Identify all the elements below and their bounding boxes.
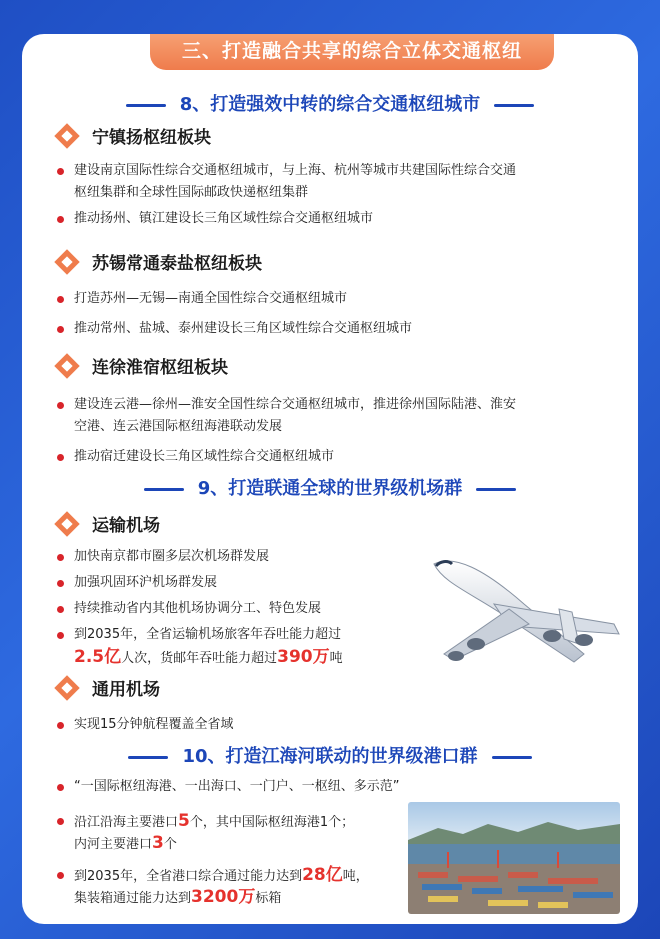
- bullet-icon: [57, 606, 64, 613]
- diamond-icon: [56, 677, 78, 699]
- airplane-image: [414, 544, 624, 684]
- list-item: 到2035年，全省港口综合通过能力达到28亿吨，: [74, 864, 369, 888]
- subheading-suxichang: 苏锡常通泰盐枢纽板块: [56, 248, 262, 276]
- bullet-icon: [57, 554, 64, 561]
- subheading-ningzhenyang: 宁镇扬枢纽板块: [56, 122, 211, 150]
- bullet-icon: [57, 168, 64, 175]
- list-item: 持续推动省内其他机场协调分工、特色发展: [74, 598, 321, 620]
- list-item-continuation: 2.5亿人次，货邮年吞吐能力超过390万吨: [74, 647, 343, 667]
- diamond-icon: [56, 125, 78, 147]
- list-item: 加强巩固环沪机场群发展: [74, 572, 217, 594]
- list-item-continuation: 空港、连云港国际枢纽海港联动发展: [74, 419, 283, 434]
- highlight-value: 2.5亿: [74, 647, 122, 667]
- section-9-heading: 9、打造联通全球的世界级机场群: [22, 476, 638, 502]
- bullet-icon: [57, 296, 64, 303]
- heading-line-right: [494, 104, 534, 107]
- section-banner: 三、打造融合共享的综合立体交通枢纽: [150, 34, 554, 70]
- diamond-icon: [56, 513, 78, 535]
- subheading-lianxu: 连徐淮宿枢纽板块: [56, 352, 228, 380]
- list-item: 建设南京国际性综合交通枢纽城市，与上海、杭州等城市共建国际性综合交通: [74, 160, 516, 182]
- bullet-icon: [57, 402, 64, 409]
- list-item: 沿江沿海主要港口5个，其中国际枢纽海港1个；: [74, 810, 354, 834]
- heading-line-right: [492, 756, 532, 759]
- list-item: 推动宿迁建设长三角区域性综合交通枢纽城市: [74, 446, 334, 468]
- bullet-icon: [57, 872, 64, 879]
- list-item-continuation: 集装箱通过能力达到3200万标箱: [74, 887, 282, 907]
- content-card: [22, 34, 638, 924]
- section-10-heading: 10、打造江海河联动的世界级港口群: [22, 744, 638, 770]
- list-item: 加快南京都市圈多层次机场群发展: [74, 546, 269, 568]
- bullet-icon: [57, 632, 64, 639]
- list-item: 到2035年，全省运输机场旅客年吞吐能力超过: [74, 624, 341, 646]
- section-8-heading: 8、打造强效中转的综合交通枢纽城市: [22, 92, 638, 118]
- highlight-value: 5: [178, 811, 190, 831]
- heading-line-right: [476, 488, 516, 491]
- list-item: 推动扬州、镇江建设长三角区域性综合交通枢纽城市: [74, 208, 373, 230]
- highlight-value: 3200万: [191, 887, 256, 907]
- bullet-icon: [57, 818, 64, 825]
- bullet-icon: [57, 454, 64, 461]
- heading-line-left: [126, 104, 166, 107]
- diamond-icon: [56, 355, 78, 377]
- list-item: 打造苏州—无锡—南通全国性综合交通枢纽城市: [74, 288, 347, 310]
- highlight-value: 28亿: [302, 865, 343, 885]
- heading-line-left: [144, 488, 184, 491]
- subheading-general-airport: 通用机场: [56, 674, 160, 702]
- port-photo: [408, 802, 620, 914]
- bullet-icon: [57, 722, 64, 729]
- list-item: 实现15分钟航程覆盖全省域: [74, 714, 234, 736]
- list-item-continuation: 枢纽集群和全球性国际邮政快递枢纽集群: [74, 185, 309, 200]
- bullet-icon: [57, 784, 64, 791]
- bullet-icon: [57, 216, 64, 223]
- list-item: 推动常州、盐城、泰州建设长三角区域性综合交通枢纽城市: [74, 318, 412, 340]
- highlight-value: 390万: [277, 647, 330, 667]
- list-item: “一国际枢纽海港、一出海口、一门户、一枢纽、多示范”: [74, 776, 399, 798]
- heading-line-left: [128, 756, 168, 759]
- list-item: 建设连云港—徐州—淮安全国性综合交通枢纽城市，推进徐州国际陆港、淮安: [74, 394, 516, 416]
- list-item-continuation: 内河主要港口3个: [74, 833, 177, 853]
- highlight-value: 3: [152, 833, 164, 853]
- bullet-icon: [57, 580, 64, 587]
- bullet-icon: [57, 326, 64, 333]
- subheading-transport-airport: 运输机场: [56, 510, 160, 538]
- diamond-icon: [56, 251, 78, 273]
